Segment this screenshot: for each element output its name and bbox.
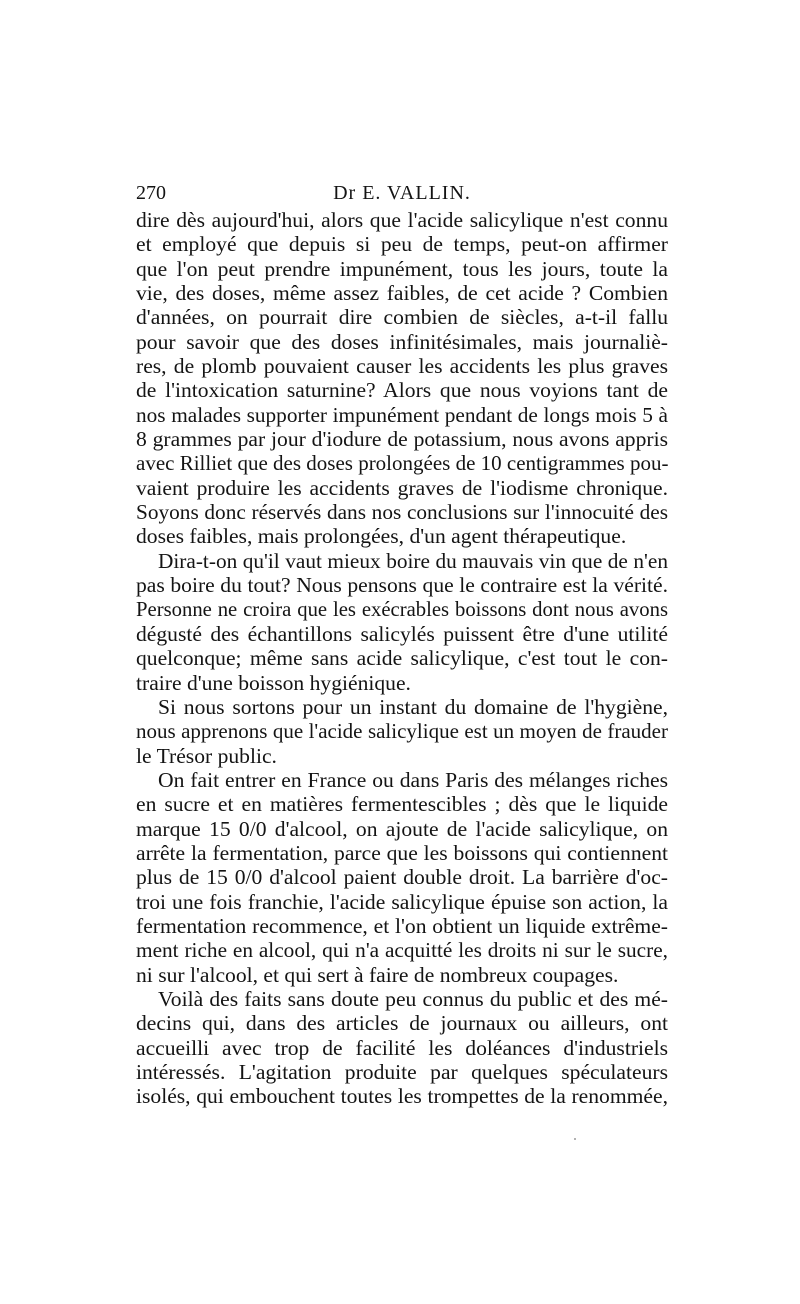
text-line: pas boire du tout? Nous pensons que le contraire est la vérité. — [136, 573, 668, 598]
text-line: traire d'une boisson hygiénique. — [136, 670, 411, 695]
text-line: nos malades supporter impunément pendant de longs mois 5 à — [136, 402, 668, 427]
text-line: quelconque; même sans acide salicylique, c'est tout le con- — [136, 646, 668, 671]
text-line: vie, des doses, même assez faibles, de cet acide ? Combien — [136, 281, 668, 306]
text-line: dire dès aujourd'hui, alors que l'acide salicylique n'est connu — [136, 208, 668, 232]
page-number: 270 — [136, 182, 166, 204]
text-line: dégusté des échantillons salicylés puissent être d'une utilité — [136, 621, 668, 646]
text-line: de l'intoxication saturnine? Alors que nous voyions tant de — [136, 378, 668, 403]
text-line: isolés, qui embouchent toutes les trompettes de la renommée, — [136, 1084, 668, 1109]
text-line: pour savoir que des doses infinitésimales, mais journaliè- — [136, 329, 668, 354]
text-line: troi une fois franchie, l'acide salicylique épuise son action, la — [136, 889, 668, 914]
text-line: Dira-t-on qu'il vaut mieux boire du mauvais vin que de n'en — [158, 548, 668, 573]
text-line: et employé que depuis si peu de temps, peut-on affirmer — [136, 232, 668, 257]
text-line: fermentation recommence, et l'on obtient un liquide extrême- — [136, 913, 668, 938]
text-line: doses faibles, mais prolongées, d'un agent thérapeutique. — [136, 524, 627, 549]
text-line: nous apprenons que l'acide salicylique est un moyen de frauder — [136, 719, 668, 744]
text-line: plus de 15 0/0 d'alcool paient double droit. La barrière d'oc- — [136, 865, 668, 890]
running-title: Dr E. VALLIN. — [333, 182, 471, 204]
text-line: vaient produire les accidents graves de l'iodisme chronique. — [136, 475, 668, 500]
text-line: en sucre et en matières fermentescibles ; dès que le liquide — [136, 792, 668, 817]
text-line: intéressés. L'agitation produite par quelques spéculateurs — [136, 1060, 668, 1085]
text-line: marque 15 0/0 d'alcool, on ajoute de l'acide salicylique, on — [136, 816, 668, 841]
text-line: accueilli avec trop de facilité les doléances d'industriels — [136, 1035, 668, 1060]
text-line: 8 grammes par jour d'iodure de potassium, nous avons appris — [136, 427, 668, 452]
text-line: ment riche en alcool, qui n'a acquitté les droits ni sur le sucre, — [136, 938, 668, 963]
text-line: le Trésor public. — [136, 743, 277, 768]
text-line: Personne ne croira que les exécrables boissons dont nous avons — [136, 598, 668, 621]
text-line: ni sur l'alcool, et qui sert à faire de nombreux coupages. — [136, 962, 619, 987]
text-line: Voilà des faits sans doute peu connus du public et des mé- — [158, 987, 668, 1011]
text-line: Soyons donc réservés dans nos conclusions sur l'innocuité des — [136, 500, 668, 525]
text-line: decins qui, dans des articles de journaux ou ailleurs, ont — [136, 1011, 668, 1036]
body-text — [136, 208, 668, 1109]
text-line: que l'on peut prendre impunément, tous les jours, toute la — [136, 256, 668, 281]
text-line: On fait entrer en France ou dans Paris des mélanges riches — [158, 767, 668, 792]
text-line: Si nous sortons pour un instant du domaine de l'hygiène, — [158, 694, 668, 719]
text-line: res, de plomb pouvaient causer les accidents les plus graves — [136, 354, 668, 379]
text-line: d'années, on pourrait dire combien de siècles, a-t-il fallu — [136, 305, 668, 330]
paper-speck — [574, 1138, 576, 1140]
text-line: avec Rilliet que des doses prolongées de 10 centigrammes pou- — [136, 451, 669, 476]
running-head — [136, 180, 668, 206]
text-line: arrête la fermentation, parce que les boissons qui contiennent — [136, 840, 668, 865]
